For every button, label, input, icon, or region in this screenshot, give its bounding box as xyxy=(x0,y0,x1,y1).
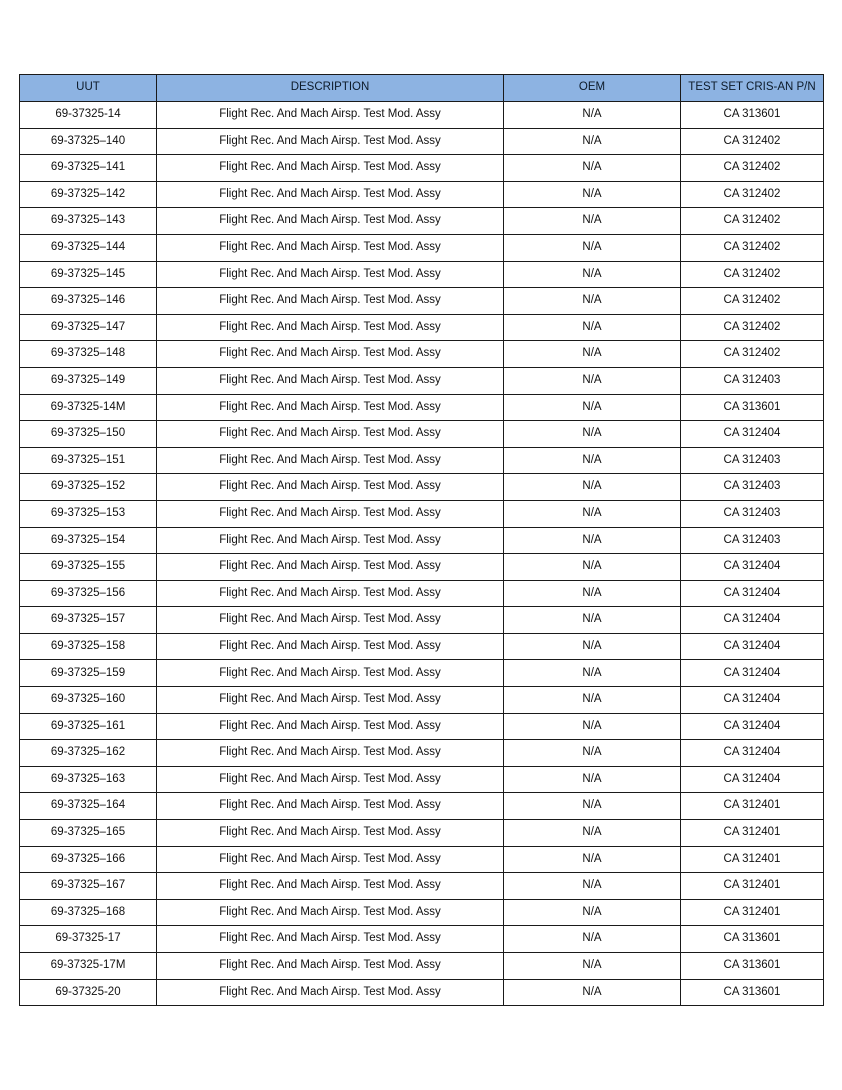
cell-oem: N/A xyxy=(504,527,681,554)
cell-oem: N/A xyxy=(504,421,681,448)
cell-uut: 69-37325–141 xyxy=(20,155,157,182)
cell-description: Flight Rec. And Mach Airsp. Test Mod. Assy xyxy=(157,979,504,1006)
cell-test-set: CA 312401 xyxy=(681,899,824,926)
cell-uut: 69-37325-14 xyxy=(20,102,157,129)
cell-test-set: CA 312402 xyxy=(681,128,824,155)
cell-description: Flight Rec. And Mach Airsp. Test Mod. Assy xyxy=(157,580,504,607)
table-row xyxy=(20,421,824,448)
cell-description: Flight Rec. And Mach Airsp. Test Mod. Assy xyxy=(157,474,504,501)
cell-test-set: CA 313601 xyxy=(681,394,824,421)
cell-oem: N/A xyxy=(504,687,681,714)
cell-test-set: CA 312402 xyxy=(681,155,824,182)
table-row xyxy=(20,873,824,900)
cell-description: Flight Rec. And Mach Airsp. Test Mod. Assy xyxy=(157,607,504,634)
table-row xyxy=(20,102,824,129)
cell-description: Flight Rec. And Mach Airsp. Test Mod. Assy xyxy=(157,873,504,900)
cell-oem: N/A xyxy=(504,979,681,1006)
cell-description: Flight Rec. And Mach Airsp. Test Mod. Assy xyxy=(157,261,504,288)
cell-test-set: CA 312404 xyxy=(681,660,824,687)
cell-uut: 69-37325–143 xyxy=(20,208,157,235)
cell-oem: N/A xyxy=(504,261,681,288)
cell-description: Flight Rec. And Mach Airsp. Test Mod. Assy xyxy=(157,793,504,820)
cell-oem: N/A xyxy=(504,953,681,980)
cell-oem: N/A xyxy=(504,102,681,129)
cell-test-set: CA 312404 xyxy=(681,421,824,448)
cell-test-set: CA 313601 xyxy=(681,102,824,129)
cell-description: Flight Rec. And Mach Airsp. Test Mod. Assy xyxy=(157,208,504,235)
cell-description: Flight Rec. And Mach Airsp. Test Mod. Assy xyxy=(157,314,504,341)
column-header-test-set: TEST SET CRIS-AN P/N xyxy=(681,75,824,102)
cell-uut: 69-37325–142 xyxy=(20,181,157,208)
cell-description: Flight Rec. And Mach Airsp. Test Mod. Assy xyxy=(157,341,504,368)
cell-uut: 69-37325–155 xyxy=(20,554,157,581)
table-row xyxy=(20,713,824,740)
cell-oem: N/A xyxy=(504,607,681,634)
cell-description: Flight Rec. And Mach Airsp. Test Mod. Assy xyxy=(157,740,504,767)
cell-oem: N/A xyxy=(504,820,681,847)
table-row xyxy=(20,527,824,554)
table-row xyxy=(20,793,824,820)
column-header-description: DESCRIPTION xyxy=(157,75,504,102)
table-row xyxy=(20,314,824,341)
column-header-uut: UUT xyxy=(20,75,157,102)
cell-test-set: CA 312401 xyxy=(681,793,824,820)
cell-uut: 69-37325–154 xyxy=(20,527,157,554)
cell-uut: 69-37325–167 xyxy=(20,873,157,900)
cell-oem: N/A xyxy=(504,155,681,182)
cell-description: Flight Rec. And Mach Airsp. Test Mod. Assy xyxy=(157,155,504,182)
cell-uut: 69-37325–163 xyxy=(20,766,157,793)
cell-oem: N/A xyxy=(504,580,681,607)
cell-test-set: CA 313601 xyxy=(681,926,824,953)
cell-oem: N/A xyxy=(504,926,681,953)
cell-uut: 69-37325–144 xyxy=(20,234,157,261)
cell-test-set: CA 312403 xyxy=(681,527,824,554)
cell-description: Flight Rec. And Mach Airsp. Test Mod. Assy xyxy=(157,926,504,953)
cell-uut: 69-37325–151 xyxy=(20,447,157,474)
cell-uut: 69-37325–165 xyxy=(20,820,157,847)
cell-test-set: CA 312404 xyxy=(681,633,824,660)
cell-uut: 69-37325–149 xyxy=(20,367,157,394)
table-row xyxy=(20,926,824,953)
cell-description: Flight Rec. And Mach Airsp. Test Mod. Assy xyxy=(157,846,504,873)
cell-test-set: CA 312402 xyxy=(681,288,824,315)
cell-uut: 69-37325–161 xyxy=(20,713,157,740)
table-row xyxy=(20,740,824,767)
cell-test-set: CA 312403 xyxy=(681,500,824,527)
cell-test-set: CA 312401 xyxy=(681,873,824,900)
parts-table xyxy=(19,74,824,1006)
cell-oem: N/A xyxy=(504,314,681,341)
cell-uut: 69-37325-14M xyxy=(20,394,157,421)
cell-test-set: CA 313601 xyxy=(681,979,824,1006)
cell-test-set: CA 312402 xyxy=(681,314,824,341)
cell-test-set: CA 312404 xyxy=(681,580,824,607)
table-row xyxy=(20,367,824,394)
cell-description: Flight Rec. And Mach Airsp. Test Mod. Assy xyxy=(157,128,504,155)
cell-oem: N/A xyxy=(504,554,681,581)
table-row xyxy=(20,474,824,501)
cell-oem: N/A xyxy=(504,181,681,208)
cell-test-set: CA 312402 xyxy=(681,234,824,261)
table-body xyxy=(20,102,824,1006)
cell-description: Flight Rec. And Mach Airsp. Test Mod. Assy xyxy=(157,288,504,315)
cell-uut: 69-37325–140 xyxy=(20,128,157,155)
cell-oem: N/A xyxy=(504,740,681,767)
cell-uut: 69-37325–164 xyxy=(20,793,157,820)
cell-test-set: CA 312404 xyxy=(681,607,824,634)
cell-description: Flight Rec. And Mach Airsp. Test Mod. Assy xyxy=(157,102,504,129)
cell-uut: 69-37325–150 xyxy=(20,421,157,448)
cell-description: Flight Rec. And Mach Airsp. Test Mod. Assy xyxy=(157,527,504,554)
cell-uut: 69-37325–160 xyxy=(20,687,157,714)
cell-test-set: CA 312401 xyxy=(681,846,824,873)
table-row xyxy=(20,766,824,793)
cell-oem: N/A xyxy=(504,288,681,315)
table-row xyxy=(20,580,824,607)
cell-oem: N/A xyxy=(504,474,681,501)
cell-uut: 69-37325–145 xyxy=(20,261,157,288)
table-row xyxy=(20,234,824,261)
table-row xyxy=(20,394,824,421)
table-header xyxy=(20,75,824,102)
cell-test-set: CA 312404 xyxy=(681,687,824,714)
table-row xyxy=(20,899,824,926)
cell-description: Flight Rec. And Mach Airsp. Test Mod. Assy xyxy=(157,554,504,581)
table-row xyxy=(20,979,824,1006)
cell-oem: N/A xyxy=(504,447,681,474)
cell-description: Flight Rec. And Mach Airsp. Test Mod. Assy xyxy=(157,713,504,740)
cell-description: Flight Rec. And Mach Airsp. Test Mod. Assy xyxy=(157,394,504,421)
cell-description: Flight Rec. And Mach Airsp. Test Mod. Assy xyxy=(157,953,504,980)
cell-uut: 69-37325-17 xyxy=(20,926,157,953)
column-header-oem: OEM xyxy=(504,75,681,102)
cell-oem: N/A xyxy=(504,500,681,527)
cell-test-set: CA 312403 xyxy=(681,474,824,501)
cell-test-set: CA 313601 xyxy=(681,953,824,980)
cell-test-set: CA 312404 xyxy=(681,713,824,740)
cell-uut: 69-37325–162 xyxy=(20,740,157,767)
cell-uut: 69-37325–146 xyxy=(20,288,157,315)
table-row xyxy=(20,660,824,687)
cell-description: Flight Rec. And Mach Airsp. Test Mod. Assy xyxy=(157,447,504,474)
cell-oem: N/A xyxy=(504,633,681,660)
cell-oem: N/A xyxy=(504,713,681,740)
table-row xyxy=(20,261,824,288)
cell-uut: 69-37325–157 xyxy=(20,607,157,634)
table-row xyxy=(20,181,824,208)
cell-oem: N/A xyxy=(504,660,681,687)
cell-oem: N/A xyxy=(504,766,681,793)
cell-uut: 69-37325–168 xyxy=(20,899,157,926)
cell-uut: 69-37325–156 xyxy=(20,580,157,607)
table-row xyxy=(20,341,824,368)
table-row xyxy=(20,155,824,182)
cell-uut: 69-37325–152 xyxy=(20,474,157,501)
cell-test-set: CA 312404 xyxy=(681,740,824,767)
cell-uut: 69-37325–147 xyxy=(20,314,157,341)
table-row xyxy=(20,128,824,155)
cell-test-set: CA 312401 xyxy=(681,820,824,847)
cell-test-set: CA 312402 xyxy=(681,181,824,208)
table-row xyxy=(20,953,824,980)
cell-description: Flight Rec. And Mach Airsp. Test Mod. Assy xyxy=(157,367,504,394)
cell-oem: N/A xyxy=(504,793,681,820)
cell-description: Flight Rec. And Mach Airsp. Test Mod. Assy xyxy=(157,660,504,687)
cell-uut: 69-37325–166 xyxy=(20,846,157,873)
cell-uut: 69-37325-20 xyxy=(20,979,157,1006)
cell-description: Flight Rec. And Mach Airsp. Test Mod. Assy xyxy=(157,421,504,448)
cell-description: Flight Rec. And Mach Airsp. Test Mod. Assy xyxy=(157,181,504,208)
table-row xyxy=(20,447,824,474)
table-row xyxy=(20,820,824,847)
cell-test-set: CA 312402 xyxy=(681,261,824,288)
cell-test-set: CA 312404 xyxy=(681,766,824,793)
cell-oem: N/A xyxy=(504,208,681,235)
cell-oem: N/A xyxy=(504,899,681,926)
cell-description: Flight Rec. And Mach Airsp. Test Mod. Assy xyxy=(157,633,504,660)
cell-oem: N/A xyxy=(504,873,681,900)
cell-oem: N/A xyxy=(504,234,681,261)
table-row xyxy=(20,846,824,873)
cell-test-set: CA 312403 xyxy=(681,447,824,474)
cell-description: Flight Rec. And Mach Airsp. Test Mod. Assy xyxy=(157,820,504,847)
cell-test-set: CA 312402 xyxy=(681,208,824,235)
cell-description: Flight Rec. And Mach Airsp. Test Mod. Assy xyxy=(157,766,504,793)
cell-oem: N/A xyxy=(504,128,681,155)
table-row xyxy=(20,554,824,581)
table-row xyxy=(20,288,824,315)
cell-oem: N/A xyxy=(504,846,681,873)
table-row xyxy=(20,500,824,527)
table-row xyxy=(20,687,824,714)
cell-description: Flight Rec. And Mach Airsp. Test Mod. Assy xyxy=(157,899,504,926)
header-row xyxy=(20,75,824,102)
cell-uut: 69-37325-17M xyxy=(20,953,157,980)
table-row xyxy=(20,607,824,634)
cell-description: Flight Rec. And Mach Airsp. Test Mod. Assy xyxy=(157,234,504,261)
cell-oem: N/A xyxy=(504,367,681,394)
cell-description: Flight Rec. And Mach Airsp. Test Mod. Assy xyxy=(157,687,504,714)
cell-uut: 69-37325–159 xyxy=(20,660,157,687)
cell-oem: N/A xyxy=(504,341,681,368)
cell-oem: N/A xyxy=(504,394,681,421)
cell-uut: 69-37325–153 xyxy=(20,500,157,527)
table-row xyxy=(20,208,824,235)
cell-uut: 69-37325–148 xyxy=(20,341,157,368)
cell-test-set: CA 312402 xyxy=(681,341,824,368)
cell-description: Flight Rec. And Mach Airsp. Test Mod. Assy xyxy=(157,500,504,527)
table-row xyxy=(20,633,824,660)
cell-uut: 69-37325–158 xyxy=(20,633,157,660)
cell-test-set: CA 312403 xyxy=(681,367,824,394)
cell-test-set: CA 312404 xyxy=(681,554,824,581)
